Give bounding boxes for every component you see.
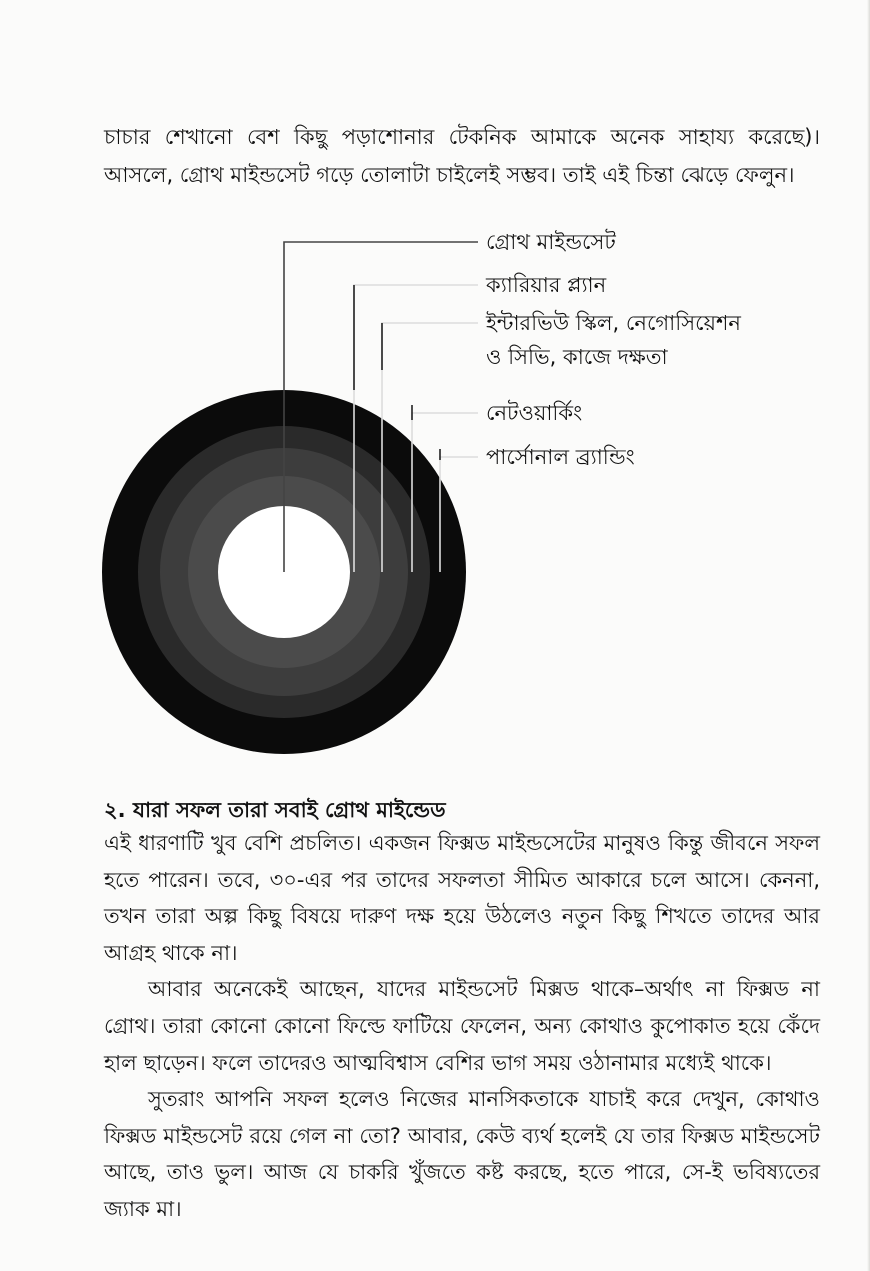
paragraph-2: আবার অনেকেই আছেন, যাদের মাইন্ডসেট মিক্সড থাকে–অর্থাৎ না ফিক্সড না গ্রোথ। তারা কোনো কোনো ফিল্ডে ফাটিয়ে ফেলেন, অন্য কোথাও কুপোকাত হয়ে কেঁদে হাল ছাড়েন। ফলে তাদেরও আত্মবিশ্বাস বেশির ভাগ সময় ওঠানামার মধ্যেই থাকে। bbox=[104, 977, 820, 1075]
label-personal-branding: পার্সোনাল ব্র্যান্ডিং bbox=[486, 445, 635, 469]
label-career-plan: ক্যারিয়ার প্ল্যান bbox=[486, 273, 607, 297]
paragraph-3: সুতরাং আপনি সফল হলেও নিজের মানসিকতাকে যাচাই করে দেখুন, কোথাও ফিক্সড মাইন্ডসেট রয়ে গেল না তো? আবার, কেউ ব্যর্থ হলেই যে তার ফিক্সড মাইন্ডসেট আছে, তাও ভুল। আজ যে চাকরি খুঁজতে কষ্ট করছে, হতে পারে, সে-ই ভবিষ্যতের জ্যাক মা। bbox=[104, 1087, 820, 1221]
label-networking: নেটওয়ার্কিং bbox=[486, 401, 583, 425]
myth-section bbox=[104, 795, 820, 1228]
intro-text: চাচার শেখানো বেশ কিছু পড়াশোনার টেকনিক আমাকে অনেক সাহায্য করেছে)। আসলে, গ্রোথ মাইন্ডসেট গড়ে তোলাটা চাইলেই সম্ভব। তাই এই চিন্তা ঝেড়ে ফেলুন। bbox=[104, 125, 820, 187]
label-cv-skills: ও সিভি, কাজে দক্ষতা bbox=[486, 345, 668, 369]
paragraph-1: এই ধারণাটি খুব বেশি প্রচলিত। একজন ফিক্সড মাইন্ডসেটের মানুষও কিন্তু জীবনে সফল হতে পারেন। তবে, ৩০-এর পর তাদের সফলতা সীমিত আকারে চলে আসে। কেননা, তখন তারা অল্প কিছু বিষয়ে দারুণ দক্ষ হয়ে উঠলেও নতুন কিছু শিখতে তাদের আর আগ্রহ থাকে না। bbox=[104, 831, 820, 965]
growth-diagram bbox=[0, 220, 870, 784]
diagram-svg bbox=[0, 220, 870, 780]
section-heading: ২. যারা সফল তারা সবাই গ্রোথ মাইন্ডেড bbox=[104, 798, 446, 822]
label-growth-mindset: গ্রোথ মাইন্ডসেট bbox=[486, 230, 616, 254]
label-interview-skills: ইন্টারভিউ স্কিল, নেগোসিয়েশন bbox=[486, 311, 741, 335]
intro-paragraph bbox=[104, 118, 820, 194]
